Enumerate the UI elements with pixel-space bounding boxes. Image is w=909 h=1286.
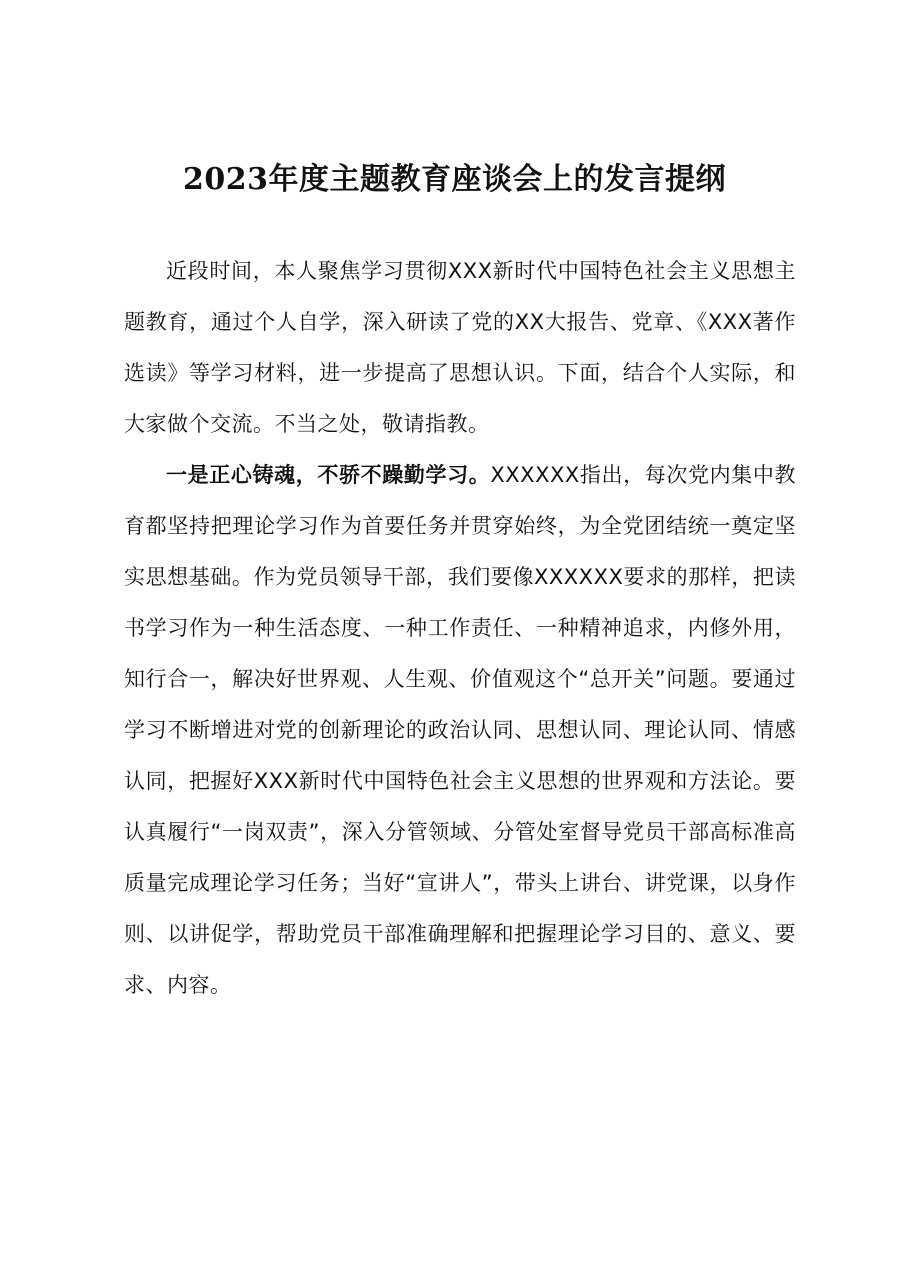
paragraph-intro-text: 近段时间，本人聚焦学习贯彻XXX新时代中国特色社会主义思想主题教育，通过个人自学，深入研读了党的XX大报告、党章、《XXX著作选读》等学习材料，进一步提高了思想认识。下面，结合个人实际，和大家做个交流。不当之处，敬请指教。 <box>124 259 796 436</box>
document-body <box>124 246 796 1011</box>
paragraph-point-one <box>124 450 796 1011</box>
paragraph-point-one-heading: 一是正心铸魂，不骄不躁勤学习。 <box>166 463 491 487</box>
document-title: 2023年度主题教育座谈会上的发言提纲 <box>183 162 726 197</box>
paragraph-intro <box>124 246 796 450</box>
paragraph-point-one-text: XXXXXX指出，每次党内集中教育都坚持把理论学习作为首要任务并贯穿始终，为全党团结统一奠定坚实思想基础。作为党员领导干部，我们要像XXXXXX要求的那样，把读书学习作为一种生活态度、一种工作责任、一种精神追求，内修外用，知行合一，解决好世界观、人生观、价值观这个“总开关”问题。要通过学习不断增进对党的创新理论的政治认同、思想认同、理论认同、情感认同，把握好XXX新时代中国特色社会主义思想的世界观和方法论。要认真履行“一岗双责”，深入分管领域、分管处室督导党员干部高标准高质量完成理论学习任务；当好“宣讲人”，带头上讲台、讲党课，以身作则、以讲促学，帮助党员干部准确理解和把握理论学习目的、意义、要求、内容。 <box>124 463 796 997</box>
